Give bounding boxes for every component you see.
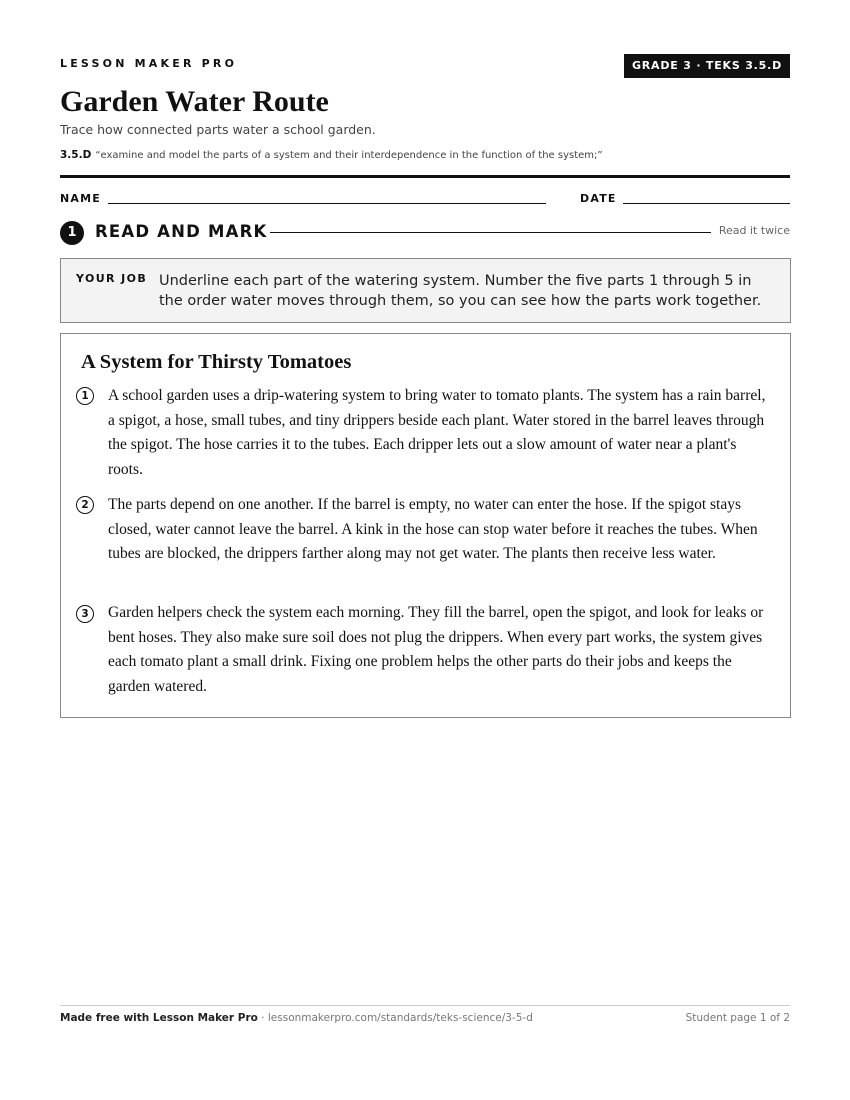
paragraph-number-2: 2: [76, 496, 94, 514]
standard-code: 3.5.D: [60, 149, 92, 161]
job-box: [60, 258, 791, 323]
footer-made-with: Made free with Lesson Maker Pro: [60, 1012, 258, 1024]
grade-badge: GRADE 3 · TEKS 3.5.D: [624, 54, 790, 78]
paragraph-2: The parts depend on one another. If the barrel is empty, no water can enter the hose. If the spigot stays closed, water cannot leave the barrel. A kink in the hose can stop water before it reaches the tubes. When tubes are blocked, the drippers farther along may not get water. The plants then receive less water.: [108, 496, 758, 562]
footer-url[interactable]: · lessonmakerpro.com/standards/teks-science/3-5-d: [257, 1012, 533, 1024]
paragraph-3: Garden helpers check the system each morning. They fill the barrel, open the spigot, and look for leaks or bent hoses. They also make sure soil does not plug the drippers. When every part works, the system gives each tomato plant a small drink. Fixing one problem helps the other parts do their jobs and keeps the garden watered.: [108, 604, 764, 695]
standard-line: [60, 149, 603, 161]
standard-text: “examine and model the parts of a system and their interdependence in the function of the system;”: [95, 150, 603, 161]
reading-passage: [60, 333, 791, 718]
footer-credit: [60, 1012, 533, 1024]
date-label: DATE: [580, 192, 617, 205]
footer-divider: [60, 1005, 790, 1006]
job-text: Underline each part of the watering system. Number the five parts 1 through 5 in the order water moves through them, so you can see how the parts work together.: [159, 273, 762, 309]
section-number-badge: 1: [60, 221, 84, 245]
brand-name: LESSON MAKER PRO: [60, 57, 238, 70]
page-subtitle: Trace how connected parts water a school garden.: [60, 122, 376, 137]
name-label: NAME: [60, 192, 101, 205]
date-line[interactable]: [623, 203, 790, 204]
section-rule: [270, 232, 711, 233]
page-title: Garden Water Route: [60, 85, 329, 118]
paragraph-number-3: 3: [76, 605, 94, 623]
name-line[interactable]: [108, 203, 546, 204]
job-label: YOUR JOB: [76, 272, 148, 285]
section-title: READ AND MARK: [95, 222, 268, 241]
passage-title: A System for Thirsty Tomatoes: [81, 351, 352, 373]
paragraph-number-1: 1: [76, 387, 94, 405]
paragraph-1: A school garden uses a drip-watering system to bring water to tomato plants. The system has a rain barrel, a spigot, a hose, small tubes, and tiny drippers beside each plant. Water stored in the barrel leaves through the spigot. The hose carries it to the tubes. Each dripper lets out a slow amount of water near a plant's roots.: [108, 387, 766, 478]
footer-page-number: Student page 1 of 2: [685, 1012, 790, 1024]
header-divider: [60, 175, 790, 178]
section-note: Read it twice: [718, 224, 790, 237]
